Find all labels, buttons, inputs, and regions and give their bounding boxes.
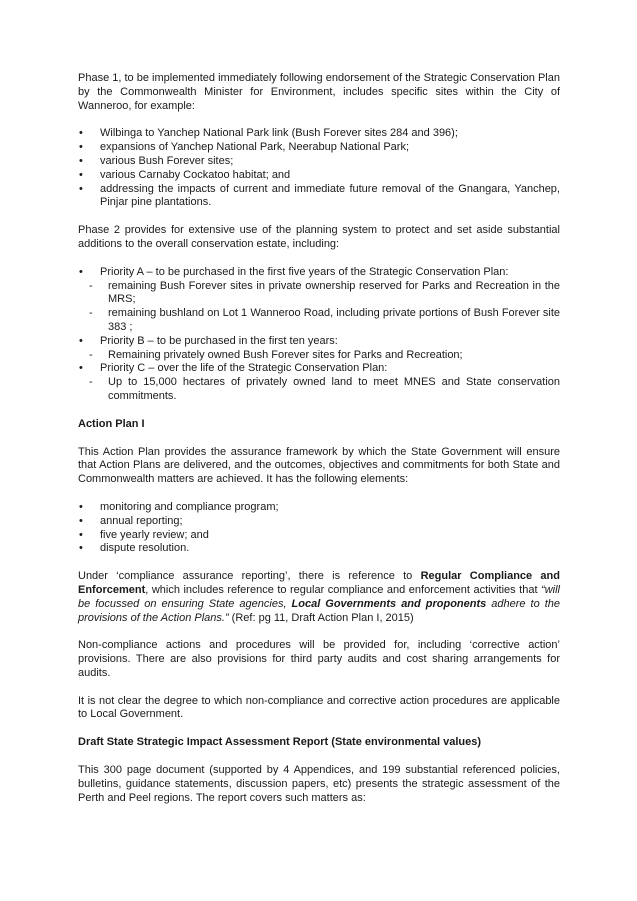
list-item: • Wilbinga to Yanchep National Park link (Bush Forever sites 284 and 396); — [78, 127, 560, 141]
phase2-intro: Phase 2 provides for extensive use of the planning system to protect and set aside substantial additions to the overall conservation estate, including: — [78, 224, 560, 250]
priority-b: • Priority B – to be purchased in the first ten years: — [78, 335, 560, 349]
list-item: - remaining bushland on Lot 1 Wanneroo Road, including private portions of Bush Forever site 383 ; — [78, 307, 560, 335]
list-item: - Up to 15,000 hectares of privately owned land to meet MNES and State conservation commitments. — [78, 376, 560, 404]
unclear-paragraph: It is not clear the degree to which non-compliance and corrective action procedures are applicable to Local Government. — [78, 694, 560, 721]
priority-a: • Priority A – to be purchased in the first five years of the Strategic Conservation Plan: — [78, 266, 560, 280]
impact-report-heading: Draft State Strategic Impact Assessment Report (State environmental values) — [78, 736, 482, 749]
list-item: • annual reporting; — [78, 515, 560, 529]
compliance-text-2: , which includes reference to regular compliance and enforcement activities that — [145, 583, 542, 596]
phase1-intro: Phase 1, to be implemented immediately following endorsement of the Strategic Conservation Plan by the Commonwealth Minister for Environment, includes specific sites within the City of Wanneroo, for example: — [78, 72, 560, 112]
phase2-list — [78, 266, 560, 404]
action-plan-heading: Action Plan I — [78, 417, 145, 430]
list-item: - Remaining privately owned Bush Forever sites for Parks and Recreation; — [78, 349, 560, 363]
quote-reference: (Ref: pg 11, Draft Action Plan I, 2015) — [228, 611, 414, 624]
document-page — [78, 72, 560, 819]
list-item: • various Carnaby Cockatoo habitat; and — [78, 169, 560, 183]
action-plan-intro: This Action Plan provides the assurance framework by which the State Government will ensure that Action Plans are delivered, and the outcomes, objectives and commitments for both State and Commonwealth matters are achieved. It has the following elements: — [78, 445, 560, 486]
quote-italic-2: adhere to the provisions of the Action Plans.” — [78, 597, 560, 624]
priority-c: • Priority C – over the life of the Strategic Conservation Plan: — [78, 362, 560, 376]
list-item: • expansions of Yanchep National Park, Neerabup National Park; — [78, 141, 560, 155]
list-item: • five yearly review; and — [78, 529, 560, 543]
compliance-bold: Regular Compliance and Enforcement — [78, 570, 560, 596]
quote-italic-1: “will be focussed on ensuring State agencies, — [78, 583, 560, 610]
list-item: • dispute resolution. — [78, 542, 560, 556]
impact-report-intro: This 300 page document (supported by 4 Appendices, and 199 substantial referenced policies, bulletins, guidance statements, discussion papers, etc) presents the strategic assessment of the Perth and Peel regions. The report covers such matters as: — [78, 764, 560, 804]
noncompliance-paragraph: Non-compliance actions and procedures will be provided for, including ‘corrective action’ provisions. There are also provisions for third party audits and cost sharing arrangements for audits. — [78, 639, 560, 679]
action-plan-elements — [78, 501, 560, 556]
list-item: • addressing the impacts of current and immediate future removal of the Gnangara, Yanchep, Pinjar pine plantations. — [78, 183, 560, 211]
compliance-paragraph — [78, 570, 560, 625]
list-item: • various Bush Forever sites; — [78, 155, 560, 169]
quote-bold-italic: Local Governments and proponents — [291, 597, 487, 610]
list-item: • monitoring and compliance program; — [78, 501, 560, 515]
phase1-list — [78, 127, 560, 210]
list-item: - remaining Bush Forever sites in private ownership reserved for Parks and Recreation in the MRS; — [78, 280, 560, 308]
compliance-text-1: Under ‘compliance assurance reporting’, there is reference to — [78, 570, 421, 583]
